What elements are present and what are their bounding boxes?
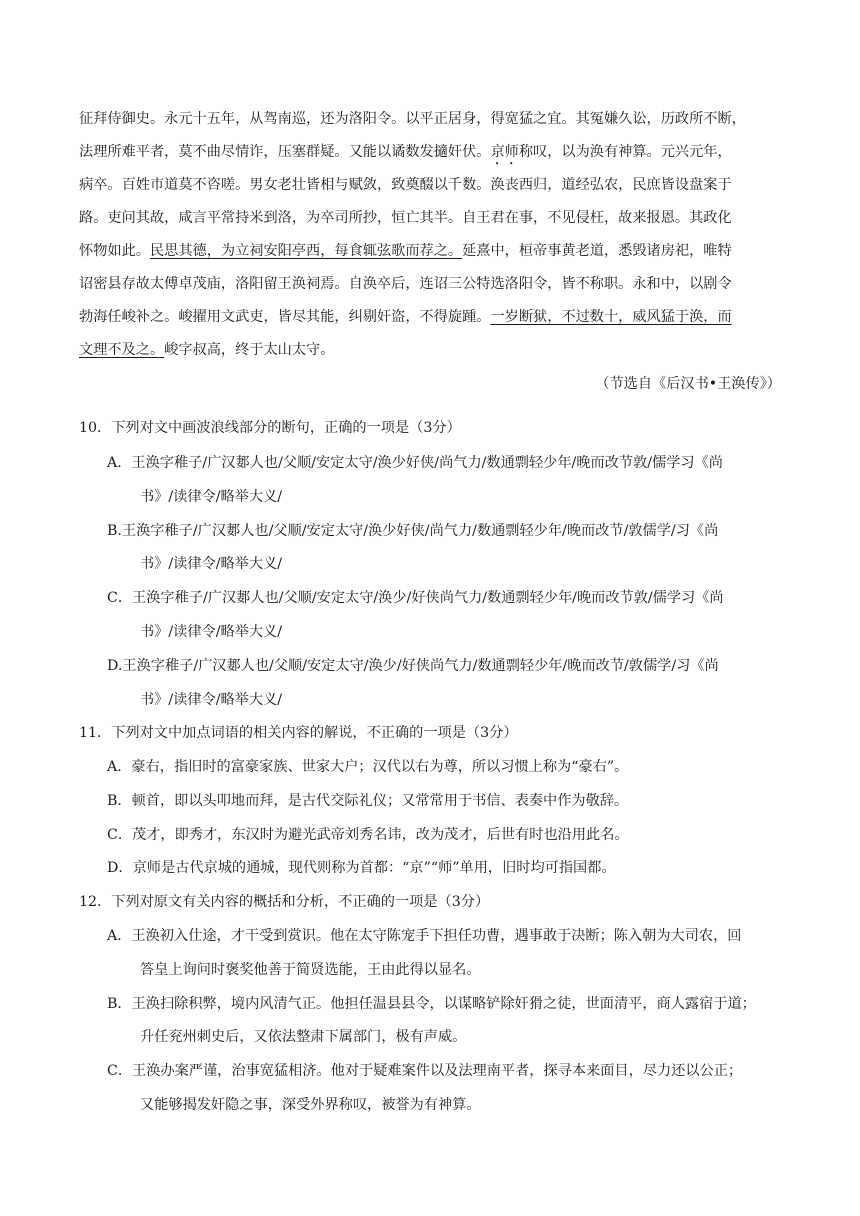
question-11-option-b: B．顿首，即以头叩地而拜，是古代交际礼仪；又常常用于书信、表奏中作为敬辞。 xyxy=(107,793,629,809)
passage-line xyxy=(79,202,785,235)
passage-line xyxy=(79,334,785,367)
passage-line-text: 征拜侍御史。永元十五年，从驾南巡，还为洛阳令。以平正居身，得宽猛之宜。其冤嫌久讼，历政所不断， xyxy=(79,111,746,127)
underlined-sentence: 文理不及之。 xyxy=(79,342,165,358)
passage-line xyxy=(79,301,785,334)
question-12-option-b-cont: 升任兖州刺史后，又依法整肃下属部门，极有声威。 xyxy=(140,1029,467,1045)
passage-line-text: 勃海任峻补之。峻擢用文武吏，皆尽其能，纠剔奸盗，不得旋踵。 xyxy=(79,309,491,325)
passage-line-text: 法理所难平者，莫不曲尽情诈，压塞群疑。又能以谲数发擿奸伏。 xyxy=(79,144,491,160)
question-10-option-c: C．王涣字稚子/广汉郪人也/父顺/安定太守/涣少/好侠尚气力/数通剽轻少年/晚而改节敦/儒学习《尚 xyxy=(107,590,724,606)
question-12-option-a-cont: 答皇上询问时褒奖他善于简贤选能，王由此得以显名。 xyxy=(140,962,481,978)
passage-line xyxy=(79,136,785,169)
question-12-option-c-cont: 又能够揭发奸隐之事，深受外界称叹，被誉为有神算。 xyxy=(140,1097,481,1113)
dotted-term-jingshi: 京师 xyxy=(490,144,519,160)
question-11-option-c: C．茂才，即秀才，东汉时为避光武帝刘秀名讳，改为茂才，后世有时也沿用此名。 xyxy=(107,827,629,843)
question-12-option-c: C．王涣办案严谨，治事宽猛相济。他对于疑难案件以及法理南平者，探寻本来面目，尽力还以公正； xyxy=(107,1063,743,1079)
question-12-option-b: B．王涣扫除积弊，境内风清气正。他担任温县县令，以谋略铲除奸猾之徒，世面清平，商人露宿于道； xyxy=(107,996,756,1012)
underlined-sentence: 民思其德，为立祠安阳亭西，每食辄弦歌而荐之。 xyxy=(149,243,463,259)
passage-line xyxy=(79,235,785,268)
question-11-option-a: A．豪右，指旧时的富豪家族、世家大户；汉代以右为尊，所以习惯上称为“豪右”。 xyxy=(107,759,629,775)
question-10-stem: 10．下列对文中画波浪线部分的断句，正确的一项是（3分） xyxy=(79,420,461,436)
passage-line-text: 诏密县存故太傅卓茂庙，洛阳留王涣祠焉。自涣卒后，连诏三公特选洛阳令，皆不称职。永和中，以剧令 xyxy=(79,276,732,292)
passage-line-text: 路。吏问其故，咸言平常持米到洛，为卒司所抄，恒亡其半。自王君在事，不见侵枉，故来报恩。其政化 xyxy=(79,210,732,226)
question-10-option-c-cont: 书》/读律令/略举大义/ xyxy=(140,624,283,640)
passage-line-text: 称叹，以为涣有神算。元兴元年， xyxy=(518,144,732,160)
question-10-option-d: D.王涣字稚子/广汉郪人也/父顺/安定太守/涣少/好侠尚气力/数通剽轻少年/晚而改节/敦儒学/习《尚 xyxy=(107,658,719,674)
passage-line-text: 延熹中，桓帝事黄老道，悉毁诸房祀，唯特 xyxy=(462,243,732,259)
passage-line xyxy=(79,169,785,202)
passage-line-text: 峻字叔高，终于太山太守。 xyxy=(164,342,335,358)
passage-line-text: 怀物如此。 xyxy=(79,243,150,259)
source-citation: （节选自《后汉书•王涣传》） xyxy=(595,376,781,392)
question-10-option-d-cont: 书》/读律令/略举大义/ xyxy=(140,692,283,708)
passage-line-text: 病卒。百姓市道莫不咨嗟。男女老壮皆相与赋敛，致奠醊以千数。涣丧西归，道经弘农，民庶皆设盘案于 xyxy=(79,177,732,193)
passage-text xyxy=(79,103,785,367)
passage-line xyxy=(79,103,785,136)
question-11-stem: 11．下列对文中加点词语的相关内容的解说，不正确的一项是（3分） xyxy=(79,725,518,741)
question-11-option-d: D．京师是古代京城的通城，现代则称为首都：“京”“师”单用，旧时均可指国都。 xyxy=(107,860,616,876)
question-12-option-a: A．王涣初入仕途，才干受到赏识。他在太守陈宠手下担任功曹，遇事敢于决断；陈入朝为大司农，回 xyxy=(107,928,742,944)
underlined-sentence: 一岁断狱，不过数十，威风猛于涣，而 xyxy=(490,309,732,325)
question-10-option-a-cont: 书》/读律令/略举大义/ xyxy=(140,489,283,505)
passage-line xyxy=(79,268,785,301)
question-10-option-a: A．王涣字稚子/广汉郪人也/父顺/安定太守/涣少好侠/尚气力/数通剽轻少年/晚而改节敦/儒学习《尚 xyxy=(107,455,723,471)
question-10-option-b: B.王涣字稚子/广汉郪人也/父顺/安定太守/涣少好侠/尚气力/数通剽轻少年/晚而改节/敦儒学/习《尚 xyxy=(107,523,719,539)
question-12-stem: 12．下列对原文有关内容的概括和分析，不正确的一项是（3分） xyxy=(79,894,490,910)
question-10-option-b-cont: 书》/读律令/略举大义/ xyxy=(140,556,283,572)
